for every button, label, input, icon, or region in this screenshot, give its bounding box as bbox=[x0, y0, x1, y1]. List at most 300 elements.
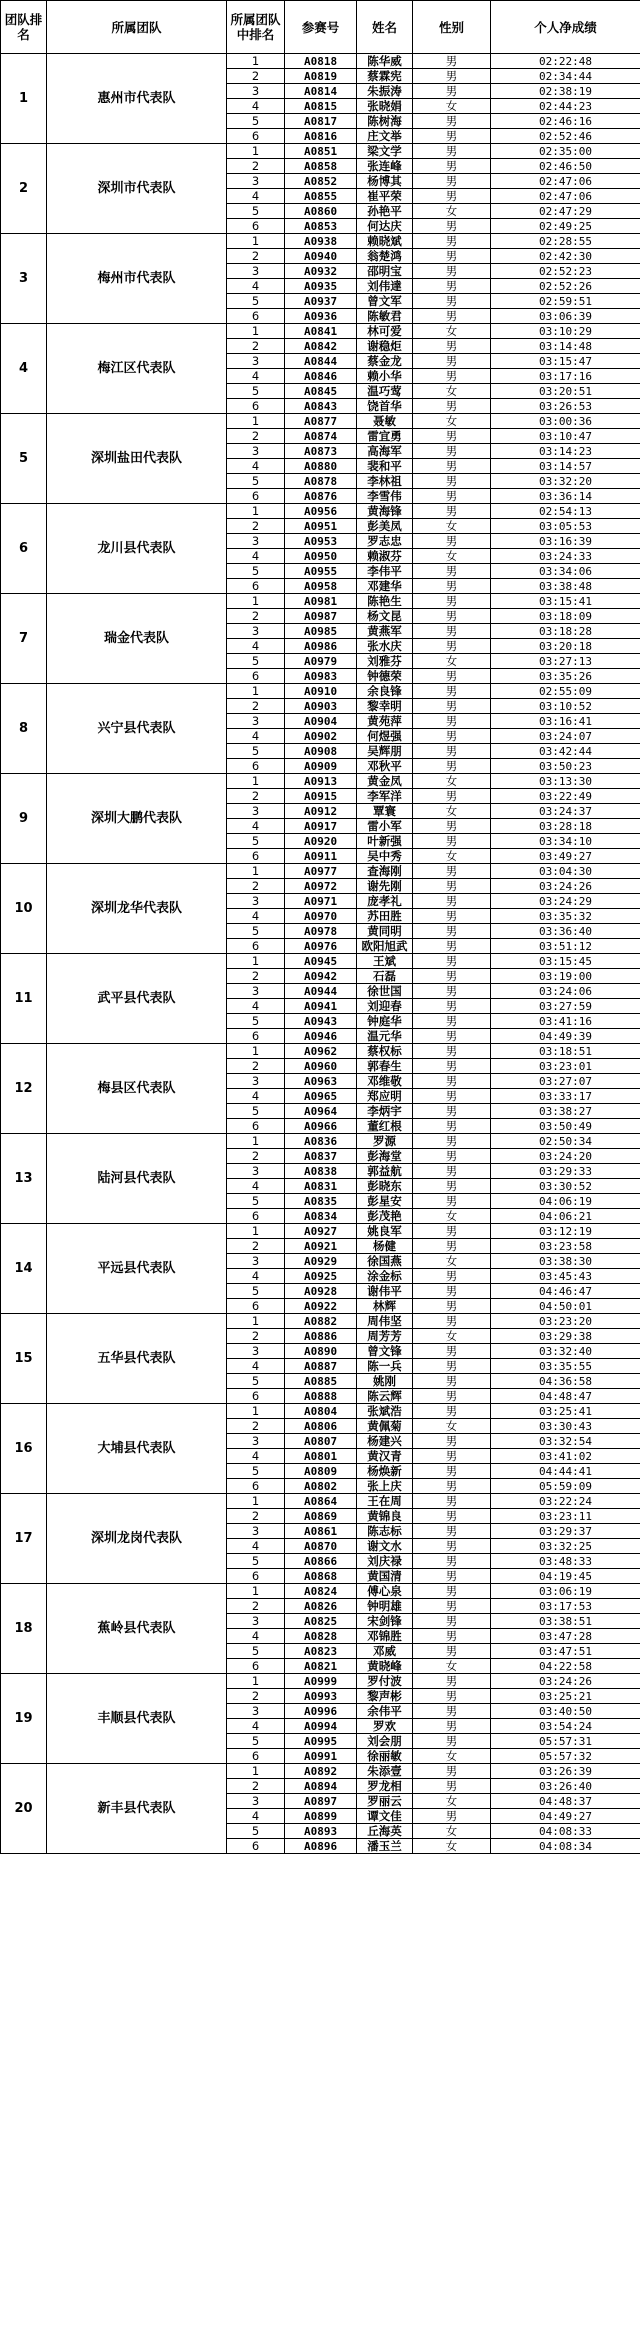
gender-cell: 男 bbox=[413, 1644, 491, 1659]
net-time-cell: 04:46:47 bbox=[491, 1284, 640, 1299]
bib-cell: A0993 bbox=[285, 1689, 357, 1704]
bib-cell: A0855 bbox=[285, 189, 357, 204]
bib-cell: A0951 bbox=[285, 519, 357, 534]
rank-in-team-cell: 3 bbox=[227, 354, 285, 369]
gender-cell: 男 bbox=[413, 1239, 491, 1254]
bib-cell: A0870 bbox=[285, 1539, 357, 1554]
runner-name-cell: 石磊 bbox=[357, 969, 413, 984]
gender-cell: 男 bbox=[413, 1599, 491, 1614]
table-row bbox=[1, 1764, 640, 1779]
runner-name-cell: 李炳宇 bbox=[357, 1104, 413, 1119]
runner-name-cell: 涂金标 bbox=[357, 1269, 413, 1284]
gender-cell: 女 bbox=[413, 549, 491, 564]
net-time-cell: 04:48:37 bbox=[491, 1794, 640, 1809]
rank-in-team-cell: 3 bbox=[227, 1524, 285, 1539]
gender-cell: 男 bbox=[413, 1464, 491, 1479]
runner-name-cell: 陈华威 bbox=[357, 54, 413, 69]
rank-in-team-cell: 4 bbox=[227, 279, 285, 294]
gender-cell: 女 bbox=[413, 1659, 491, 1674]
rank-in-team-cell: 3 bbox=[227, 1344, 285, 1359]
bib-cell: A0953 bbox=[285, 534, 357, 549]
rank-in-team-cell: 5 bbox=[227, 1734, 285, 1749]
runner-name-cell: 王斌 bbox=[357, 954, 413, 969]
net-time-cell: 03:06:39 bbox=[491, 309, 640, 324]
bib-cell: A0821 bbox=[285, 1659, 357, 1674]
runner-name-cell: 黄燕军 bbox=[357, 624, 413, 639]
results-body bbox=[1, 54, 640, 1854]
runner-name-cell: 余良锋 bbox=[357, 684, 413, 699]
rank-in-team-cell: 5 bbox=[227, 114, 285, 129]
gender-cell: 男 bbox=[413, 504, 491, 519]
gender-cell: 男 bbox=[413, 639, 491, 654]
table-row bbox=[1, 1044, 640, 1059]
net-time-cell: 03:29:38 bbox=[491, 1329, 640, 1344]
net-time-cell: 03:27:07 bbox=[491, 1074, 640, 1089]
net-time-cell: 03:23:58 bbox=[491, 1239, 640, 1254]
gender-cell: 男 bbox=[413, 1149, 491, 1164]
gender-cell: 男 bbox=[413, 54, 491, 69]
bib-cell: A0852 bbox=[285, 174, 357, 189]
bib-cell: A0814 bbox=[285, 84, 357, 99]
team-name-cell: 深圳盐田代表队 bbox=[47, 414, 227, 504]
runner-name-cell: 黄金凤 bbox=[357, 774, 413, 789]
rank-in-team-cell: 4 bbox=[227, 729, 285, 744]
runner-name-cell: 彭星安 bbox=[357, 1194, 413, 1209]
gender-cell: 男 bbox=[413, 144, 491, 159]
bib-cell: A0802 bbox=[285, 1479, 357, 1494]
rank-in-team-cell: 6 bbox=[227, 669, 285, 684]
net-time-cell: 04:49:27 bbox=[491, 1809, 640, 1824]
net-time-cell: 03:50:23 bbox=[491, 759, 640, 774]
team-rank-cell: 2 bbox=[1, 144, 47, 234]
team-rank-cell: 1 bbox=[1, 54, 47, 144]
runner-name-cell: 邓维敬 bbox=[357, 1074, 413, 1089]
gender-cell: 男 bbox=[413, 969, 491, 984]
team-name-cell: 蕉岭县代表队 bbox=[47, 1584, 227, 1674]
net-time-cell: 02:50:34 bbox=[491, 1134, 640, 1149]
bib-cell: A0943 bbox=[285, 1014, 357, 1029]
gender-cell: 男 bbox=[413, 864, 491, 879]
rank-in-team-cell: 1 bbox=[227, 324, 285, 339]
team-name-cell: 新丰县代表队 bbox=[47, 1764, 227, 1854]
gender-cell: 女 bbox=[413, 774, 491, 789]
team-name-cell: 瑞金代表队 bbox=[47, 594, 227, 684]
net-time-cell: 04:44:41 bbox=[491, 1464, 640, 1479]
rank-in-team-cell: 3 bbox=[227, 534, 285, 549]
runner-name-cell: 余伟平 bbox=[357, 1704, 413, 1719]
runner-name-cell: 何达庆 bbox=[357, 219, 413, 234]
runner-name-cell: 翁楚鸿 bbox=[357, 249, 413, 264]
table-row bbox=[1, 1134, 640, 1149]
bib-cell: A0888 bbox=[285, 1389, 357, 1404]
bib-cell: A0960 bbox=[285, 1059, 357, 1074]
gender-cell: 男 bbox=[413, 234, 491, 249]
runner-name-cell: 郭益航 bbox=[357, 1164, 413, 1179]
rank-in-team-cell: 3 bbox=[227, 714, 285, 729]
net-time-cell: 02:52:26 bbox=[491, 279, 640, 294]
team-name-cell: 深圳大鹏代表队 bbox=[47, 774, 227, 864]
gender-cell: 男 bbox=[413, 819, 491, 834]
gender-cell: 男 bbox=[413, 1509, 491, 1524]
rank-in-team-cell: 3 bbox=[227, 1074, 285, 1089]
rank-in-team-cell: 1 bbox=[227, 1044, 285, 1059]
rank-in-team-cell: 4 bbox=[227, 1269, 285, 1284]
team-rank-cell: 18 bbox=[1, 1584, 47, 1674]
net-time-cell: 03:20:51 bbox=[491, 384, 640, 399]
net-time-cell: 04:08:33 bbox=[491, 1824, 640, 1839]
rank-in-team-cell: 3 bbox=[227, 624, 285, 639]
rank-in-team-cell: 2 bbox=[227, 429, 285, 444]
table-row bbox=[1, 1674, 640, 1689]
table-row bbox=[1, 1584, 640, 1599]
rank-in-team-cell: 2 bbox=[227, 339, 285, 354]
rank-in-team-cell: 6 bbox=[227, 489, 285, 504]
net-time-cell: 03:41:16 bbox=[491, 1014, 640, 1029]
runner-name-cell: 雷小军 bbox=[357, 819, 413, 834]
bib-cell: A0976 bbox=[285, 939, 357, 954]
gender-cell: 男 bbox=[413, 1284, 491, 1299]
bib-cell: A0940 bbox=[285, 249, 357, 264]
runner-name-cell: 罗丽云 bbox=[357, 1794, 413, 1809]
net-time-cell: 04:08:34 bbox=[491, 1839, 640, 1854]
team-rank-cell: 10 bbox=[1, 864, 47, 954]
runner-name-cell: 聂敏 bbox=[357, 414, 413, 429]
runner-name-cell: 高海军 bbox=[357, 444, 413, 459]
net-time-cell: 03:36:14 bbox=[491, 489, 640, 504]
net-time-cell: 03:40:50 bbox=[491, 1704, 640, 1719]
runner-name-cell: 董红根 bbox=[357, 1119, 413, 1134]
rank-in-team-cell: 3 bbox=[227, 444, 285, 459]
runner-name-cell: 罗源 bbox=[357, 1134, 413, 1149]
gender-cell: 男 bbox=[413, 534, 491, 549]
net-time-cell: 03:14:48 bbox=[491, 339, 640, 354]
bib-cell: A0928 bbox=[285, 1284, 357, 1299]
runner-name-cell: 李林祖 bbox=[357, 474, 413, 489]
gender-cell: 男 bbox=[413, 1119, 491, 1134]
rank-in-team-cell: 1 bbox=[227, 1404, 285, 1419]
rank-in-team-cell: 2 bbox=[227, 969, 285, 984]
gender-cell: 男 bbox=[413, 294, 491, 309]
bib-cell: A0887 bbox=[285, 1359, 357, 1374]
gender-cell: 女 bbox=[413, 1824, 491, 1839]
rank-in-team-cell: 3 bbox=[227, 1164, 285, 1179]
gender-cell: 男 bbox=[413, 249, 491, 264]
bib-cell: A0835 bbox=[285, 1194, 357, 1209]
net-time-cell: 03:17:53 bbox=[491, 1599, 640, 1614]
rank-in-team-cell: 5 bbox=[227, 1824, 285, 1839]
gender-cell: 男 bbox=[413, 729, 491, 744]
bib-cell: A0841 bbox=[285, 324, 357, 339]
net-time-cell: 02:47:06 bbox=[491, 174, 640, 189]
table-row bbox=[1, 144, 640, 159]
runner-name-cell: 傅心泉 bbox=[357, 1584, 413, 1599]
bib-cell: A0860 bbox=[285, 204, 357, 219]
runner-name-cell: 罗龙相 bbox=[357, 1779, 413, 1794]
team-rank-cell: 5 bbox=[1, 414, 47, 504]
net-time-cell: 03:20:18 bbox=[491, 639, 640, 654]
gender-cell: 男 bbox=[413, 1689, 491, 1704]
rank-in-team-cell: 2 bbox=[227, 519, 285, 534]
gender-cell: 男 bbox=[413, 1494, 491, 1509]
runner-name-cell: 邓秋平 bbox=[357, 759, 413, 774]
gender-cell: 男 bbox=[413, 114, 491, 129]
rank-in-team-cell: 1 bbox=[227, 414, 285, 429]
rank-in-team-cell: 5 bbox=[227, 474, 285, 489]
gender-cell: 男 bbox=[413, 189, 491, 204]
gender-cell: 男 bbox=[413, 624, 491, 639]
team-rank-cell: 12 bbox=[1, 1044, 47, 1134]
rank-in-team-cell: 4 bbox=[227, 1719, 285, 1734]
rank-in-team-cell: 5 bbox=[227, 1014, 285, 1029]
gender-cell: 男 bbox=[413, 174, 491, 189]
runner-name-cell: 蔡金龙 bbox=[357, 354, 413, 369]
runner-name-cell: 欧阳旭武 bbox=[357, 939, 413, 954]
runner-name-cell: 张水庆 bbox=[357, 639, 413, 654]
table-row bbox=[1, 234, 640, 249]
bib-cell: A0981 bbox=[285, 594, 357, 609]
rank-in-team-cell: 6 bbox=[227, 219, 285, 234]
gender-cell: 女 bbox=[413, 1839, 491, 1854]
table-row bbox=[1, 324, 640, 339]
runner-name-cell: 林辉 bbox=[357, 1299, 413, 1314]
bib-cell: A0818 bbox=[285, 54, 357, 69]
gender-cell: 男 bbox=[413, 1614, 491, 1629]
rank-in-team-cell: 6 bbox=[227, 1119, 285, 1134]
bib-cell: A0878 bbox=[285, 474, 357, 489]
runner-name-cell: 谢文水 bbox=[357, 1539, 413, 1554]
rank-in-team-cell: 3 bbox=[227, 1614, 285, 1629]
rank-in-team-cell: 5 bbox=[227, 1464, 285, 1479]
runner-name-cell: 庞孝礼 bbox=[357, 894, 413, 909]
bib-cell: A0823 bbox=[285, 1644, 357, 1659]
bib-cell: A0837 bbox=[285, 1149, 357, 1164]
gender-cell: 男 bbox=[413, 1434, 491, 1449]
bib-cell: A0902 bbox=[285, 729, 357, 744]
bib-cell: A0804 bbox=[285, 1404, 357, 1419]
net-time-cell: 03:42:44 bbox=[491, 744, 640, 759]
net-time-cell: 03:06:19 bbox=[491, 1584, 640, 1599]
rank-in-team-cell: 6 bbox=[227, 1209, 285, 1224]
runner-name-cell: 黄国清 bbox=[357, 1569, 413, 1584]
rank-in-team-cell: 6 bbox=[227, 759, 285, 774]
team-name-cell: 深圳龙岗代表队 bbox=[47, 1494, 227, 1584]
gender-cell: 男 bbox=[413, 954, 491, 969]
bib-cell: A0920 bbox=[285, 834, 357, 849]
net-time-cell: 05:57:32 bbox=[491, 1749, 640, 1764]
bib-cell: A0963 bbox=[285, 1074, 357, 1089]
rank-in-team-cell: 6 bbox=[227, 1569, 285, 1584]
net-time-cell: 04:06:21 bbox=[491, 1209, 640, 1224]
gender-cell: 男 bbox=[413, 984, 491, 999]
net-time-cell: 03:50:49 bbox=[491, 1119, 640, 1134]
gender-cell: 男 bbox=[413, 894, 491, 909]
rank-in-team-cell: 4 bbox=[227, 639, 285, 654]
net-time-cell: 03:30:43 bbox=[491, 1419, 640, 1434]
rank-in-team-cell: 1 bbox=[227, 504, 285, 519]
runner-name-cell: 查海刚 bbox=[357, 864, 413, 879]
team-rank-cell: 17 bbox=[1, 1494, 47, 1584]
bib-cell: A0806 bbox=[285, 1419, 357, 1434]
gender-cell: 男 bbox=[413, 1554, 491, 1569]
rank-in-team-cell: 3 bbox=[227, 984, 285, 999]
runner-name-cell: 赖淑芬 bbox=[357, 549, 413, 564]
net-time-cell: 02:49:25 bbox=[491, 219, 640, 234]
rank-in-team-cell: 6 bbox=[227, 1029, 285, 1044]
bib-cell: A0873 bbox=[285, 444, 357, 459]
team-rank-cell: 8 bbox=[1, 684, 47, 774]
gender-cell: 女 bbox=[413, 654, 491, 669]
bib-cell: A0917 bbox=[285, 819, 357, 834]
net-time-cell: 05:57:31 bbox=[491, 1734, 640, 1749]
table-row bbox=[1, 54, 640, 69]
net-time-cell: 03:30:52 bbox=[491, 1179, 640, 1194]
runner-name-cell: 刘雅芬 bbox=[357, 654, 413, 669]
team-rank-cell: 20 bbox=[1, 1764, 47, 1854]
table-row bbox=[1, 1494, 640, 1509]
gender-cell: 男 bbox=[413, 399, 491, 414]
bib-cell: A0880 bbox=[285, 459, 357, 474]
bib-cell: A0828 bbox=[285, 1629, 357, 1644]
table-row bbox=[1, 1314, 640, 1329]
net-time-cell: 03:13:30 bbox=[491, 774, 640, 789]
net-time-cell: 02:22:48 bbox=[491, 54, 640, 69]
rank-in-team-cell: 4 bbox=[227, 819, 285, 834]
runner-name-cell: 曾文锋 bbox=[357, 1344, 413, 1359]
gender-cell: 男 bbox=[413, 1524, 491, 1539]
team-name-cell: 梅州市代表队 bbox=[47, 234, 227, 324]
gender-cell: 男 bbox=[413, 1359, 491, 1374]
gender-cell: 男 bbox=[413, 1299, 491, 1314]
runner-name-cell: 林可爱 bbox=[357, 324, 413, 339]
bib-cell: A0874 bbox=[285, 429, 357, 444]
bib-cell: A0962 bbox=[285, 1044, 357, 1059]
runner-name-cell: 邓威 bbox=[357, 1644, 413, 1659]
gender-cell: 男 bbox=[413, 1779, 491, 1794]
net-time-cell: 03:25:21 bbox=[491, 1689, 640, 1704]
bib-cell: A0938 bbox=[285, 234, 357, 249]
runner-name-cell: 陈志标 bbox=[357, 1524, 413, 1539]
rank-in-team-cell: 2 bbox=[227, 1239, 285, 1254]
bib-cell: A0911 bbox=[285, 849, 357, 864]
runner-name-cell: 陈敏君 bbox=[357, 309, 413, 324]
runner-name-cell: 郑应明 bbox=[357, 1089, 413, 1104]
net-time-cell: 03:34:10 bbox=[491, 834, 640, 849]
runner-name-cell: 罗志忠 bbox=[357, 534, 413, 549]
net-time-cell: 03:35:32 bbox=[491, 909, 640, 924]
gender-cell: 女 bbox=[413, 519, 491, 534]
rank-in-team-cell: 5 bbox=[227, 1194, 285, 1209]
net-time-cell: 03:25:41 bbox=[491, 1404, 640, 1419]
runner-name-cell: 黄海锋 bbox=[357, 504, 413, 519]
net-time-cell: 03:24:33 bbox=[491, 549, 640, 564]
rank-in-team-cell: 4 bbox=[227, 1359, 285, 1374]
team-name-cell: 惠州市代表队 bbox=[47, 54, 227, 144]
rank-in-team-cell: 3 bbox=[227, 1434, 285, 1449]
gender-cell: 男 bbox=[413, 1734, 491, 1749]
gender-cell: 男 bbox=[413, 564, 491, 579]
net-time-cell: 03:24:06 bbox=[491, 984, 640, 999]
runner-name-cell: 杨文昆 bbox=[357, 609, 413, 624]
bib-cell: A0977 bbox=[285, 864, 357, 879]
bib-cell: A0897 bbox=[285, 1794, 357, 1809]
gender-cell: 女 bbox=[413, 384, 491, 399]
net-time-cell: 03:10:52 bbox=[491, 699, 640, 714]
bib-cell: A0978 bbox=[285, 924, 357, 939]
runner-name-cell: 吴辉朋 bbox=[357, 744, 413, 759]
net-time-cell: 02:28:55 bbox=[491, 234, 640, 249]
runner-name-cell: 张上庆 bbox=[357, 1479, 413, 1494]
team-rank-cell: 13 bbox=[1, 1134, 47, 1224]
bib-cell: A0890 bbox=[285, 1344, 357, 1359]
bib-cell: A0944 bbox=[285, 984, 357, 999]
net-time-cell: 03:32:54 bbox=[491, 1434, 640, 1449]
runner-name-cell: 黄佩菊 bbox=[357, 1419, 413, 1434]
net-time-cell: 02:44:23 bbox=[491, 99, 640, 114]
rank-in-team-cell: 3 bbox=[227, 804, 285, 819]
bib-cell: A0956 bbox=[285, 504, 357, 519]
net-time-cell: 03:14:57 bbox=[491, 459, 640, 474]
gender-cell: 男 bbox=[413, 459, 491, 474]
runner-name-cell: 张连峰 bbox=[357, 159, 413, 174]
rank-in-team-cell: 1 bbox=[227, 954, 285, 969]
bib-cell: A0921 bbox=[285, 1239, 357, 1254]
gender-cell: 男 bbox=[413, 579, 491, 594]
runner-name-cell: 徐世国 bbox=[357, 984, 413, 999]
net-time-cell: 03:22:49 bbox=[491, 789, 640, 804]
bib-cell: A0912 bbox=[285, 804, 357, 819]
runner-name-cell: 朱添壹 bbox=[357, 1764, 413, 1779]
bib-cell: A0903 bbox=[285, 699, 357, 714]
rank-in-team-cell: 5 bbox=[227, 294, 285, 309]
runner-name-cell: 周芳芳 bbox=[357, 1329, 413, 1344]
net-time-cell: 03:38:27 bbox=[491, 1104, 640, 1119]
bib-cell: A0893 bbox=[285, 1824, 357, 1839]
bib-cell: A0971 bbox=[285, 894, 357, 909]
net-time-cell: 03:47:51 bbox=[491, 1644, 640, 1659]
net-time-cell: 03:54:24 bbox=[491, 1719, 640, 1734]
team-name-cell: 兴宁县代表队 bbox=[47, 684, 227, 774]
net-time-cell: 03:18:09 bbox=[491, 609, 640, 624]
rank-in-team-cell: 2 bbox=[227, 69, 285, 84]
runner-name-cell: 蔡权标 bbox=[357, 1044, 413, 1059]
rank-in-team-cell: 2 bbox=[227, 1329, 285, 1344]
net-time-cell: 03:19:00 bbox=[491, 969, 640, 984]
bib-cell: A0842 bbox=[285, 339, 357, 354]
rank-in-team-cell: 5 bbox=[227, 204, 285, 219]
bib-cell: A0816 bbox=[285, 129, 357, 144]
net-time-cell: 02:54:13 bbox=[491, 504, 640, 519]
net-time-cell: 02:47:29 bbox=[491, 204, 640, 219]
net-time-cell: 03:10:29 bbox=[491, 324, 640, 339]
runner-name-cell: 丘海英 bbox=[357, 1824, 413, 1839]
net-time-cell: 03:27:13 bbox=[491, 654, 640, 669]
net-time-cell: 04:22:58 bbox=[491, 1659, 640, 1674]
gender-cell: 男 bbox=[413, 369, 491, 384]
bib-cell: A0896 bbox=[285, 1839, 357, 1854]
rank-in-team-cell: 1 bbox=[227, 684, 285, 699]
bib-cell: A0915 bbox=[285, 789, 357, 804]
gender-cell: 男 bbox=[413, 909, 491, 924]
gender-cell: 女 bbox=[413, 99, 491, 114]
gender-cell: 男 bbox=[413, 1014, 491, 1029]
bib-cell: A0987 bbox=[285, 609, 357, 624]
bib-cell: A0866 bbox=[285, 1554, 357, 1569]
table-row bbox=[1, 504, 640, 519]
rank-in-team-cell: 1 bbox=[227, 144, 285, 159]
rank-in-team-cell: 1 bbox=[227, 1674, 285, 1689]
runner-name-cell: 温巧莺 bbox=[357, 384, 413, 399]
team-rank-cell: 7 bbox=[1, 594, 47, 684]
